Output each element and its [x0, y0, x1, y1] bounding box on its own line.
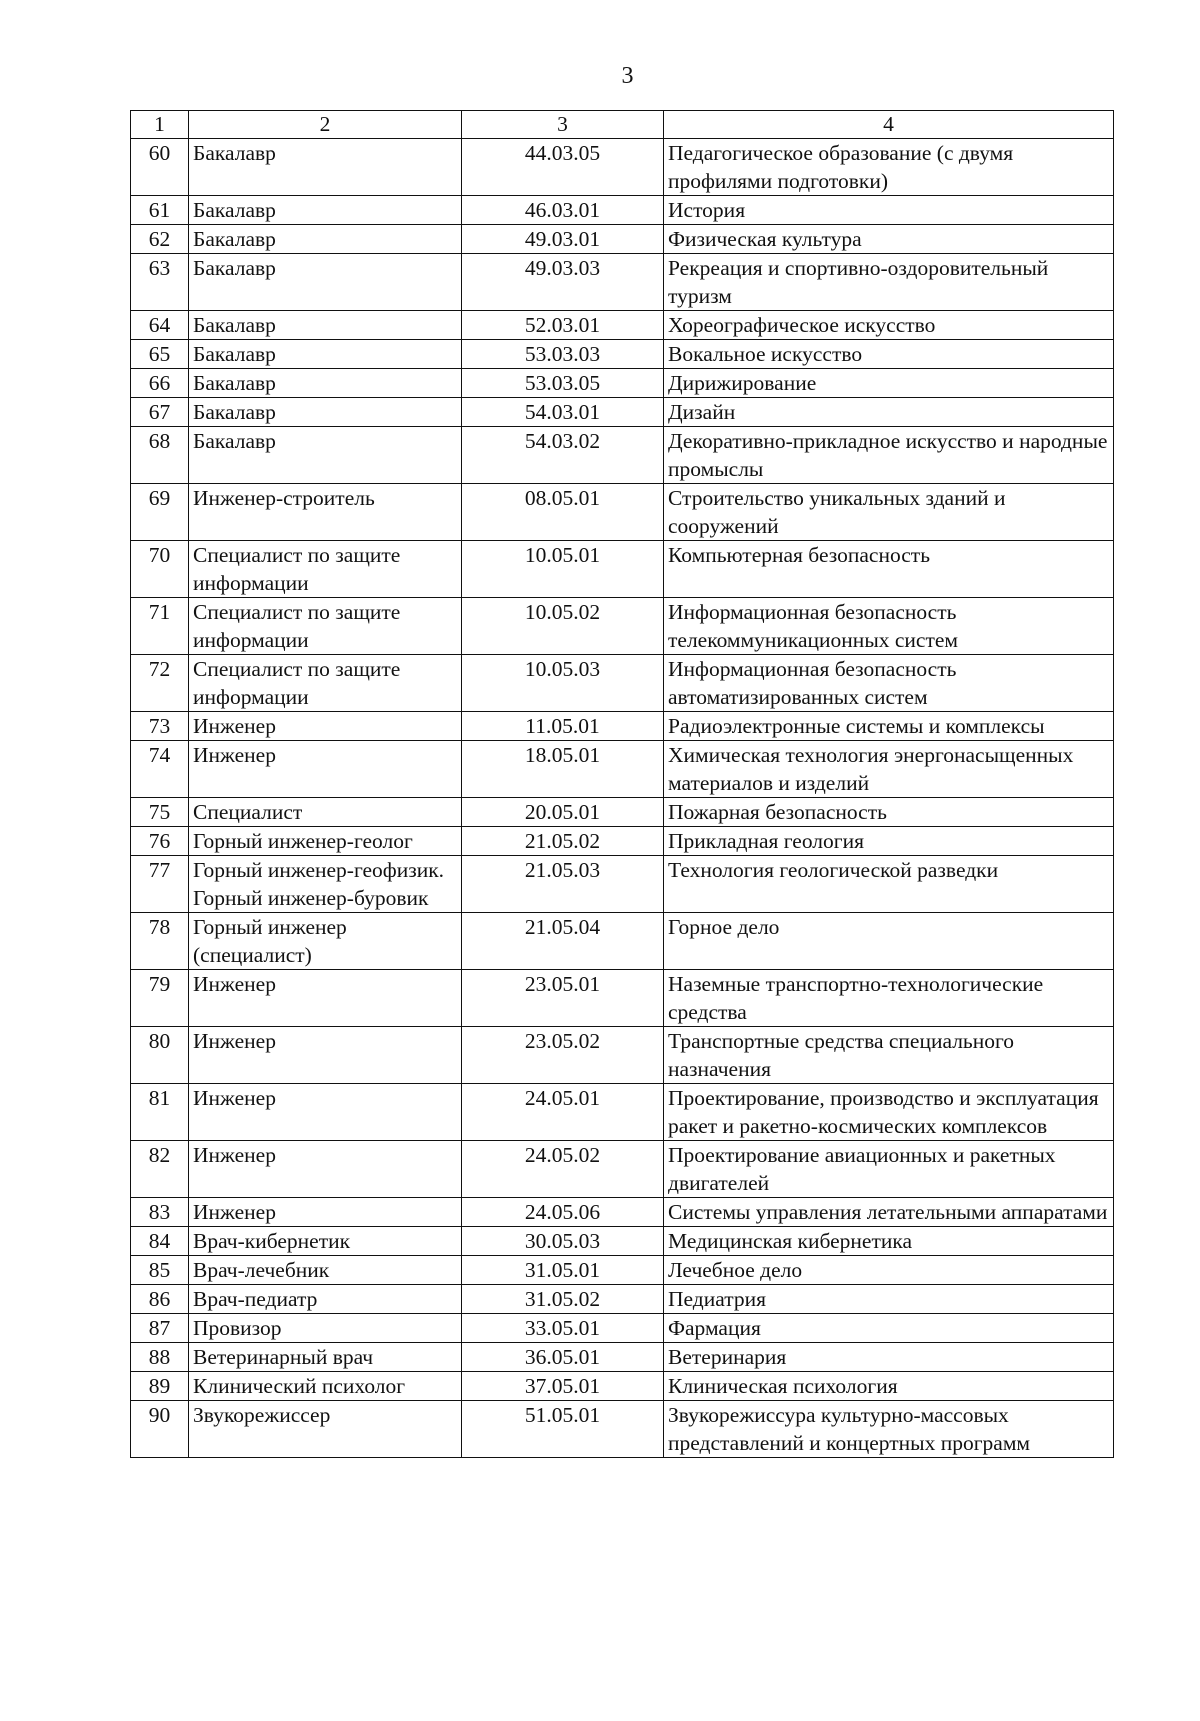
row-number-cell: 73 — [131, 712, 189, 741]
code-cell: 30.05.03 — [462, 1227, 664, 1256]
code-cell: 54.03.02 — [462, 427, 664, 484]
row-number-cell: 83 — [131, 1198, 189, 1227]
table-row — [131, 712, 1114, 741]
row-number-cell: 90 — [131, 1401, 189, 1458]
row-number-cell: 63 — [131, 254, 189, 311]
table-row — [131, 369, 1114, 398]
row-number-cell: 89 — [131, 1372, 189, 1401]
table-row — [131, 1343, 1114, 1372]
table-row — [131, 139, 1114, 196]
qualification-cell: Провизор — [189, 1314, 462, 1343]
row-number-cell: 76 — [131, 827, 189, 856]
qualification-cell: Инженер — [189, 970, 462, 1027]
specialty-cell: Проектирование авиационных и ракетных двигателей — [664, 1141, 1114, 1198]
qualification-cell: Бакалавр — [189, 427, 462, 484]
code-cell: 33.05.01 — [462, 1314, 664, 1343]
qualification-cell: Инженер — [189, 1198, 462, 1227]
row-number-cell: 85 — [131, 1256, 189, 1285]
code-cell: 21.05.02 — [462, 827, 664, 856]
qualification-cell: Инженер — [189, 712, 462, 741]
code-cell: 10.05.02 — [462, 598, 664, 655]
code-cell: 24.05.06 — [462, 1198, 664, 1227]
specialty-cell: Педиатрия — [664, 1285, 1114, 1314]
table-row — [131, 598, 1114, 655]
code-cell: 18.05.01 — [462, 741, 664, 798]
table-row — [131, 913, 1114, 970]
specialty-cell: Хореографическое искусство — [664, 311, 1114, 340]
specialty-cell: Лечебное дело — [664, 1256, 1114, 1285]
specialty-cell: Информационная безопасность телекоммуникационных систем — [664, 598, 1114, 655]
qualification-cell: Специалист — [189, 798, 462, 827]
row-number-cell: 72 — [131, 655, 189, 712]
table-row — [131, 1027, 1114, 1084]
code-cell: 53.03.03 — [462, 340, 664, 369]
table-row — [131, 1198, 1114, 1227]
code-cell: 54.03.01 — [462, 398, 664, 427]
table-row — [131, 311, 1114, 340]
specialty-cell: Дирижирование — [664, 369, 1114, 398]
code-cell: 23.05.01 — [462, 970, 664, 1027]
table-row — [131, 1227, 1114, 1256]
qualification-cell: Бакалавр — [189, 139, 462, 196]
row-number-cell: 84 — [131, 1227, 189, 1256]
specialty-cell: Компьютерная безопасность — [664, 541, 1114, 598]
table-row — [131, 340, 1114, 369]
specialty-cell: Клиническая психология — [664, 1372, 1114, 1401]
specialty-cell: Транспортные средства специального назначения — [664, 1027, 1114, 1084]
table-row — [131, 1141, 1114, 1198]
code-cell: 11.05.01 — [462, 712, 664, 741]
specialty-cell: Звукорежиссура культурно-массовых представлений и концертных программ — [664, 1401, 1114, 1458]
table-row — [131, 196, 1114, 225]
qualification-cell: Специалист по защите информации — [189, 655, 462, 712]
qualification-cell: Инженер — [189, 1027, 462, 1084]
header-cell-number: 1 — [131, 111, 189, 139]
row-number-cell: 79 — [131, 970, 189, 1027]
specialty-cell: История — [664, 196, 1114, 225]
table-row — [131, 1401, 1114, 1458]
code-cell: 31.05.01 — [462, 1256, 664, 1285]
row-number-cell: 64 — [131, 311, 189, 340]
table-body — [131, 111, 1114, 1458]
qualification-cell: Инженер — [189, 741, 462, 798]
row-number-cell: 61 — [131, 196, 189, 225]
specialty-cell: Декоративно-прикладное искусство и народные промыслы — [664, 427, 1114, 484]
row-number-cell: 75 — [131, 798, 189, 827]
code-cell: 21.05.03 — [462, 856, 664, 913]
qualification-cell: Бакалавр — [189, 196, 462, 225]
code-cell: 53.03.05 — [462, 369, 664, 398]
row-number-cell: 82 — [131, 1141, 189, 1198]
qualification-cell: Инженер — [189, 1141, 462, 1198]
code-cell: 36.05.01 — [462, 1343, 664, 1372]
specialties-table — [130, 110, 1114, 1458]
code-cell: 10.05.01 — [462, 541, 664, 598]
specialty-cell: Прикладная геология — [664, 827, 1114, 856]
specialty-cell: Химическая технология энергонасыщенных материалов и изделий — [664, 741, 1114, 798]
qualification-cell: Бакалавр — [189, 254, 462, 311]
qualification-cell: Горный инженер-геолог — [189, 827, 462, 856]
table-row — [131, 741, 1114, 798]
row-number-cell: 71 — [131, 598, 189, 655]
row-number-cell: 80 — [131, 1027, 189, 1084]
specialty-cell: Проектирование, производство и эксплуатация ракет и ракетно-космических комплексов — [664, 1084, 1114, 1141]
code-cell: 24.05.01 — [462, 1084, 664, 1141]
row-number-cell: 88 — [131, 1343, 189, 1372]
header-cell-qualification: 2 — [189, 111, 462, 139]
table-row — [131, 1285, 1114, 1314]
specialty-cell: Радиоэлектронные системы и комплексы — [664, 712, 1114, 741]
header-cell-code: 3 — [462, 111, 664, 139]
qualification-cell: Инженер-строитель — [189, 484, 462, 541]
specialty-cell: Физическая культура — [664, 225, 1114, 254]
qualification-cell: Специалист по защите информации — [189, 598, 462, 655]
row-number-cell: 67 — [131, 398, 189, 427]
specialty-cell: Рекреация и спортивно-оздоровительный туризм — [664, 254, 1114, 311]
qualification-cell: Инженер — [189, 1084, 462, 1141]
specialty-cell: Горное дело — [664, 913, 1114, 970]
code-cell: 24.05.02 — [462, 1141, 664, 1198]
code-cell: 44.03.05 — [462, 139, 664, 196]
specialty-cell: Технология геологической разведки — [664, 856, 1114, 913]
qualification-cell: Бакалавр — [189, 311, 462, 340]
code-cell: 52.03.01 — [462, 311, 664, 340]
specialty-cell: Дизайн — [664, 398, 1114, 427]
row-number-cell: 68 — [131, 427, 189, 484]
table-row — [131, 827, 1114, 856]
table-row — [131, 484, 1114, 541]
table-row — [131, 541, 1114, 598]
code-cell: 46.03.01 — [462, 196, 664, 225]
table-row — [131, 970, 1114, 1027]
specialty-cell: Ветеринария — [664, 1343, 1114, 1372]
row-number-cell: 87 — [131, 1314, 189, 1343]
qualification-cell: Горный инженер-геофизик. Горный инженер-буровик — [189, 856, 462, 913]
code-cell: 37.05.01 — [462, 1372, 664, 1401]
table-row — [131, 427, 1114, 484]
qualification-cell: Горный инженер (специалист) — [189, 913, 462, 970]
page-number: 3 — [621, 63, 634, 89]
specialty-cell: Педагогическое образование (с двумя профилями подготовки) — [664, 139, 1114, 196]
table-row — [131, 1372, 1114, 1401]
code-cell: 21.05.04 — [462, 913, 664, 970]
row-number-cell: 69 — [131, 484, 189, 541]
specialty-cell: Наземные транспортно-технологические средства — [664, 970, 1114, 1027]
row-number-cell: 86 — [131, 1285, 189, 1314]
qualification-cell: Врач-кибернетик — [189, 1227, 462, 1256]
qualification-cell: Звукорежиссер — [189, 1401, 462, 1458]
row-number-cell: 81 — [131, 1084, 189, 1141]
code-cell: 23.05.02 — [462, 1027, 664, 1084]
specialty-cell: Фармация — [664, 1314, 1114, 1343]
code-cell: 08.05.01 — [462, 484, 664, 541]
specialty-cell: Пожарная безопасность — [664, 798, 1114, 827]
specialty-cell: Информационная безопасность автоматизированных систем — [664, 655, 1114, 712]
qualification-cell: Бакалавр — [189, 369, 462, 398]
row-number-cell: 65 — [131, 340, 189, 369]
row-number-cell: 78 — [131, 913, 189, 970]
table-row — [131, 655, 1114, 712]
code-cell: 31.05.02 — [462, 1285, 664, 1314]
row-number-cell: 70 — [131, 541, 189, 598]
qualification-cell: Врач-педиатр — [189, 1285, 462, 1314]
code-cell: 49.03.03 — [462, 254, 664, 311]
table-header-row — [131, 111, 1114, 139]
table-row — [131, 856, 1114, 913]
table-row — [131, 1256, 1114, 1285]
table-row — [131, 225, 1114, 254]
code-cell: 51.05.01 — [462, 1401, 664, 1458]
qualification-cell: Ветеринарный врач — [189, 1343, 462, 1372]
qualification-cell: Клинический психолог — [189, 1372, 462, 1401]
qualification-cell: Врач-лечебник — [189, 1256, 462, 1285]
specialty-cell: Строительство уникальных зданий и сооружений — [664, 484, 1114, 541]
row-number-cell: 77 — [131, 856, 189, 913]
code-cell: 20.05.01 — [462, 798, 664, 827]
table-row — [131, 398, 1114, 427]
row-number-cell: 66 — [131, 369, 189, 398]
table-row — [131, 254, 1114, 311]
qualification-cell: Бакалавр — [189, 398, 462, 427]
code-cell: 49.03.01 — [462, 225, 664, 254]
specialty-cell: Вокальное искусство — [664, 340, 1114, 369]
table-row — [131, 1314, 1114, 1343]
qualification-cell: Бакалавр — [189, 340, 462, 369]
table-row — [131, 798, 1114, 827]
table-row — [131, 1084, 1114, 1141]
header-cell-specialty: 4 — [664, 111, 1114, 139]
row-number-cell: 62 — [131, 225, 189, 254]
qualification-cell: Специалист по защите информации — [189, 541, 462, 598]
qualification-cell: Бакалавр — [189, 225, 462, 254]
row-number-cell: 60 — [131, 139, 189, 196]
specialty-cell: Системы управления летательными аппаратами — [664, 1198, 1114, 1227]
specialty-cell: Медицинская кибернетика — [664, 1227, 1114, 1256]
code-cell: 10.05.03 — [462, 655, 664, 712]
row-number-cell: 74 — [131, 741, 189, 798]
